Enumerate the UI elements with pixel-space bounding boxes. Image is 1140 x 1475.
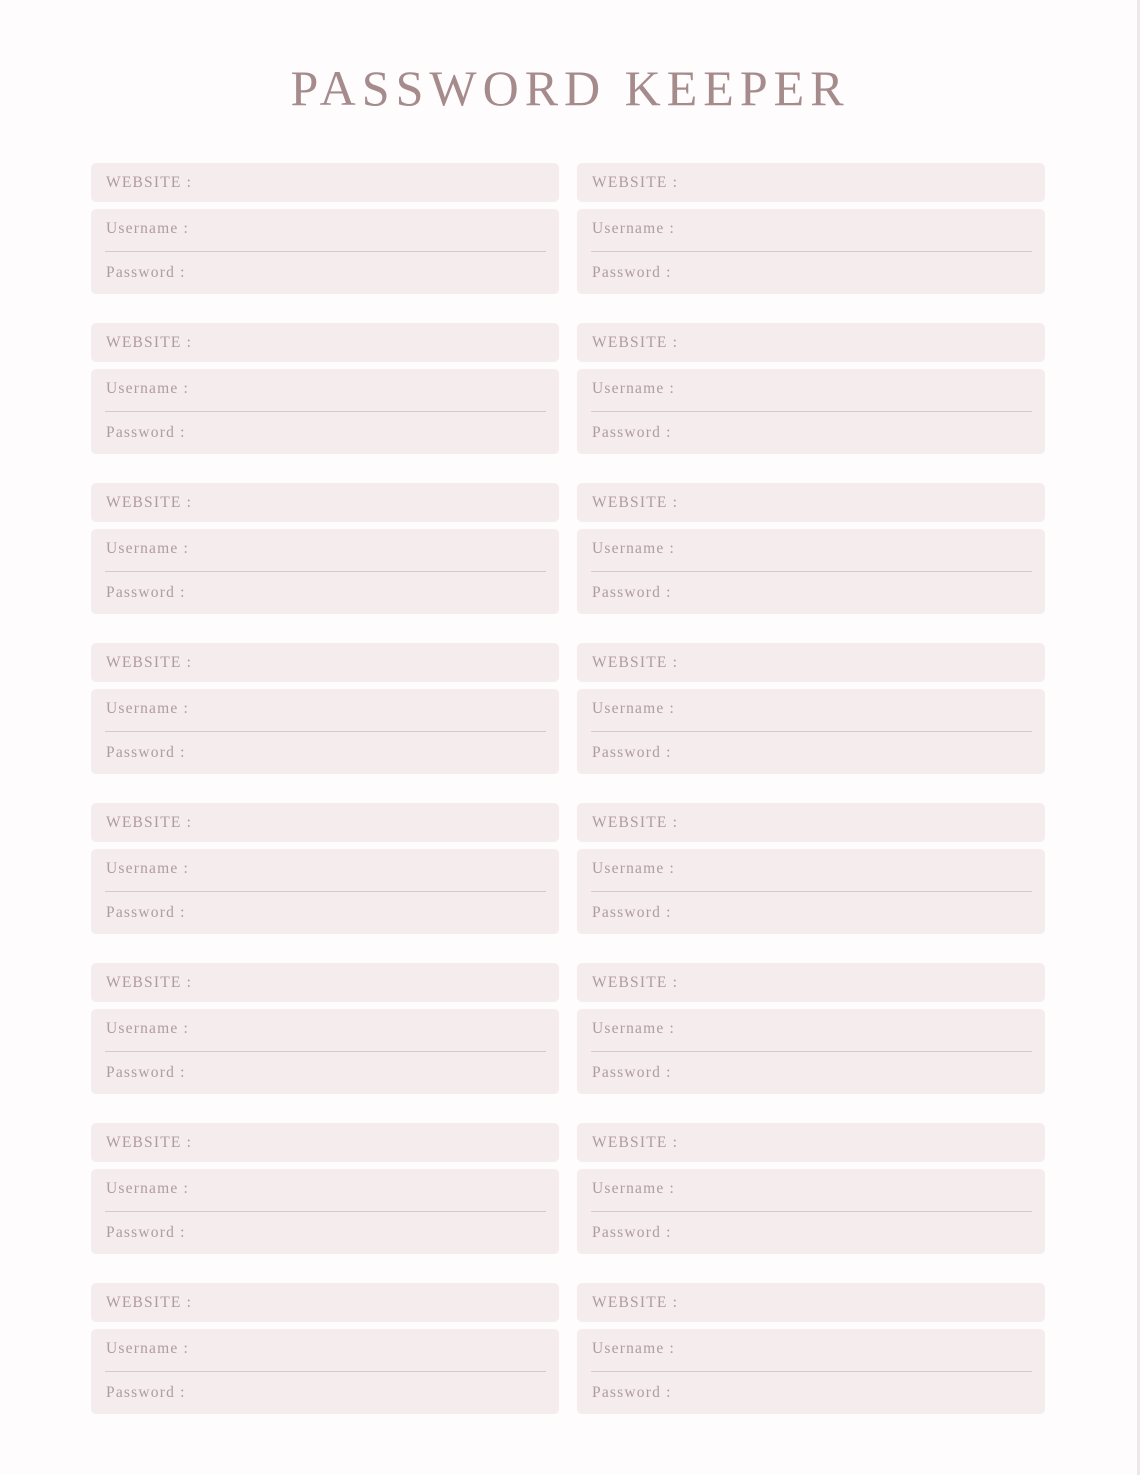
username-label: Username : — [592, 540, 676, 557]
password-label: Password : — [592, 264, 672, 281]
password-label: Password : — [592, 904, 672, 921]
website-label: WEBSITE : — [592, 334, 679, 351]
username-label: Username : — [106, 220, 190, 237]
username-label: Username : — [592, 220, 676, 237]
password-entry — [91, 803, 559, 934]
username-underline — [105, 1211, 546, 1212]
credentials-box — [577, 369, 1045, 454]
username-label: Username : — [592, 860, 676, 877]
credentials-box — [91, 849, 559, 934]
website-field[interactable] — [577, 1123, 1045, 1162]
website-label: WEBSITE : — [106, 1134, 193, 1151]
credentials-box — [91, 689, 559, 774]
username-underline — [105, 1371, 546, 1372]
website-field[interactable] — [577, 963, 1045, 1002]
username-underline — [105, 891, 546, 892]
website-label: WEBSITE : — [592, 1134, 679, 1151]
password-label: Password : — [592, 1064, 672, 1081]
website-field[interactable] — [577, 163, 1045, 202]
website-field[interactable] — [91, 483, 559, 522]
website-field[interactable] — [91, 1283, 559, 1322]
password-entry — [577, 803, 1045, 934]
website-field[interactable] — [91, 1123, 559, 1162]
website-field[interactable] — [577, 323, 1045, 362]
password-label: Password : — [106, 1384, 186, 1401]
password-entry — [91, 163, 559, 294]
website-label: WEBSITE : — [106, 334, 193, 351]
website-field[interactable] — [91, 643, 559, 682]
password-entry-grid — [91, 163, 1045, 1414]
username-underline — [105, 731, 546, 732]
username-underline — [591, 1051, 1032, 1052]
username-underline — [591, 1211, 1032, 1212]
username-underline — [591, 1371, 1032, 1372]
username-label: Username : — [592, 1340, 676, 1357]
password-entry — [577, 163, 1045, 294]
website-field[interactable] — [91, 163, 559, 202]
username-underline — [105, 1051, 546, 1052]
credentials-box — [577, 529, 1045, 614]
username-label: Username : — [592, 1180, 676, 1197]
credentials-box — [91, 369, 559, 454]
credentials-box — [577, 689, 1045, 774]
website-field[interactable] — [91, 323, 559, 362]
credentials-box — [91, 1329, 559, 1414]
password-entry — [577, 323, 1045, 454]
password-entry — [91, 643, 559, 774]
password-label: Password : — [106, 904, 186, 921]
username-underline — [591, 251, 1032, 252]
website-field[interactable] — [577, 803, 1045, 842]
username-label: Username : — [106, 1340, 190, 1357]
username-label: Username : — [106, 380, 190, 397]
website-field[interactable] — [577, 643, 1045, 682]
password-entry — [91, 1283, 559, 1414]
credentials-box — [91, 1009, 559, 1094]
password-label: Password : — [106, 424, 186, 441]
website-label: WEBSITE : — [592, 814, 679, 831]
website-label: WEBSITE : — [592, 1294, 679, 1311]
password-entry — [577, 1123, 1045, 1254]
credentials-box — [91, 1169, 559, 1254]
username-underline — [591, 891, 1032, 892]
username-label: Username : — [592, 380, 676, 397]
password-label: Password : — [592, 744, 672, 761]
password-label: Password : — [106, 264, 186, 281]
password-label: Password : — [106, 1064, 186, 1081]
username-underline — [591, 731, 1032, 732]
credentials-box — [577, 209, 1045, 294]
website-label: WEBSITE : — [106, 494, 193, 511]
credentials-box — [91, 209, 559, 294]
website-label: WEBSITE : — [106, 654, 193, 671]
credentials-box — [577, 1009, 1045, 1094]
password-label: Password : — [106, 1224, 186, 1241]
website-label: WEBSITE : — [106, 1294, 193, 1311]
password-entry — [91, 323, 559, 454]
password-entry — [91, 963, 559, 1094]
username-underline — [591, 571, 1032, 572]
website-label: WEBSITE : — [592, 494, 679, 511]
website-field[interactable] — [577, 1283, 1045, 1322]
username-underline — [105, 251, 546, 252]
password-entry — [91, 483, 559, 614]
credentials-box — [91, 529, 559, 614]
website-label: WEBSITE : — [106, 974, 193, 991]
website-field[interactable] — [91, 803, 559, 842]
username-label: Username : — [592, 1020, 676, 1037]
password-entry — [91, 1123, 559, 1254]
username-label: Username : — [106, 1020, 190, 1037]
password-label: Password : — [106, 584, 186, 601]
website-label: WEBSITE : — [106, 814, 193, 831]
username-underline — [591, 411, 1032, 412]
credentials-box — [577, 1169, 1045, 1254]
password-label: Password : — [106, 744, 186, 761]
website-label: WEBSITE : — [106, 174, 193, 191]
page-title: PASSWORD KEEPER — [290, 60, 850, 116]
username-label: Username : — [106, 540, 190, 557]
password-entry — [577, 1283, 1045, 1414]
username-underline — [105, 411, 546, 412]
password-label: Password : — [592, 584, 672, 601]
password-label: Password : — [592, 1384, 672, 1401]
credentials-box — [577, 849, 1045, 934]
website-label: WEBSITE : — [592, 654, 679, 671]
password-entry — [577, 483, 1045, 614]
password-entry — [577, 643, 1045, 774]
password-label: Password : — [592, 1224, 672, 1241]
credentials-box — [577, 1329, 1045, 1414]
username-label: Username : — [592, 700, 676, 717]
username-underline — [105, 571, 546, 572]
username-label: Username : — [106, 1180, 190, 1197]
website-field[interactable] — [91, 963, 559, 1002]
website-field[interactable] — [577, 483, 1045, 522]
password-label: Password : — [592, 424, 672, 441]
website-label: WEBSITE : — [592, 174, 679, 191]
username-label: Username : — [106, 860, 190, 877]
website-label: WEBSITE : — [592, 974, 679, 991]
password-entry — [577, 963, 1045, 1094]
username-label: Username : — [106, 700, 190, 717]
